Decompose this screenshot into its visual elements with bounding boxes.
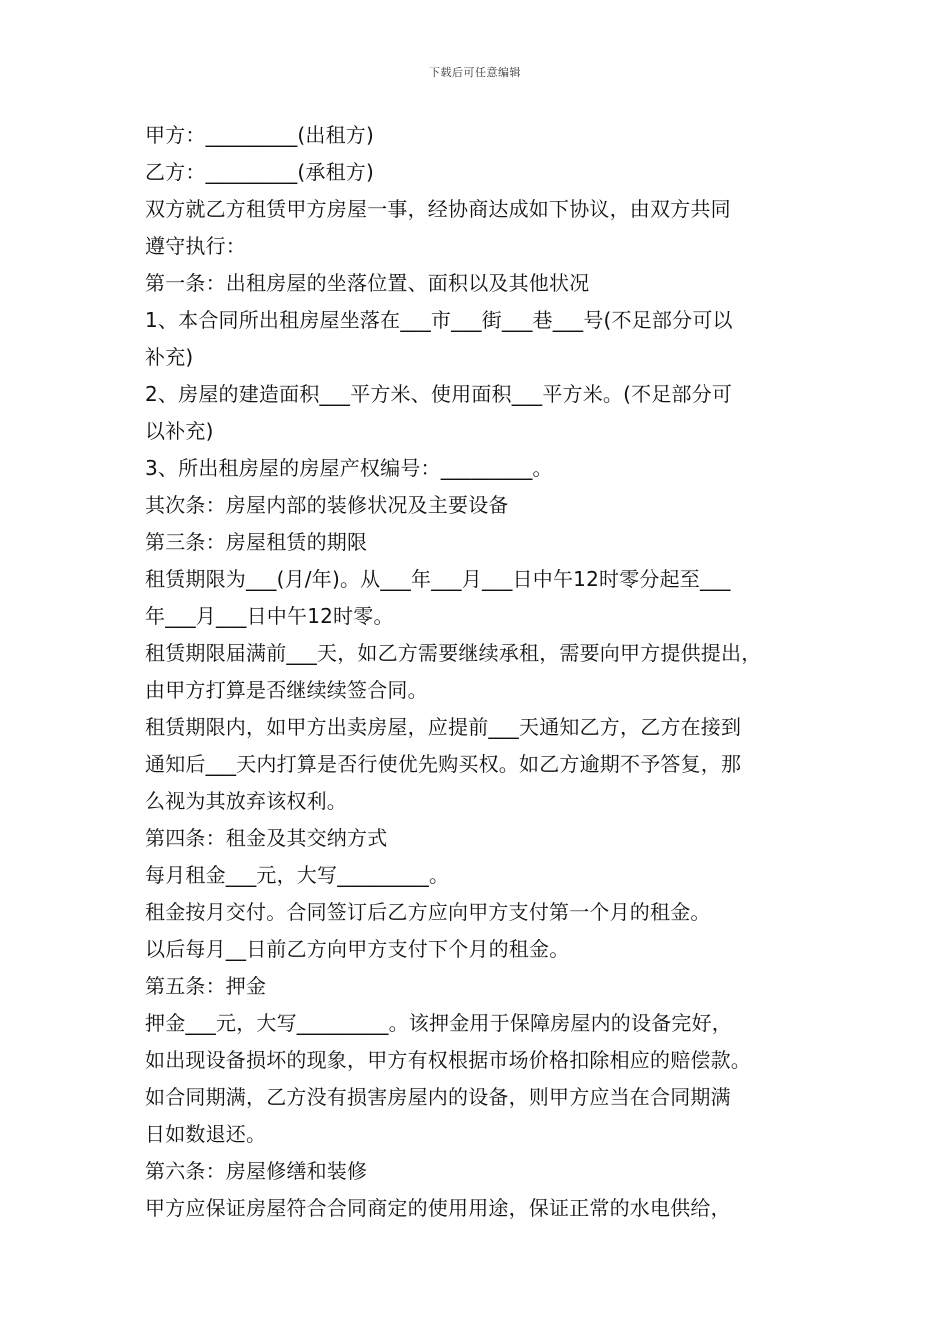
article-3-text: 租赁期限届满前___天，如乙方需要继续承租，需要向甲方提供提出， bbox=[145, 641, 762, 665]
agreement-intro-line: 双方就乙方租赁甲方房屋一事，经协商达成如下协议，由双方共同 bbox=[145, 197, 731, 221]
party-b-line: 乙方：_________(承租方) bbox=[145, 160, 375, 184]
article-5-text: 押金___元，大写_________。该押金用于保障房屋内的设备完好， bbox=[145, 1011, 732, 1035]
article-4-text: 以后每月__日前乙方向甲方支付下个月的租金。 bbox=[145, 937, 570, 961]
article-4-heading: 第四条：租金及其交纳方式 bbox=[145, 826, 388, 850]
article-3-text: 年___月___日中午12时零。 bbox=[145, 604, 394, 628]
article-4-text: 每月租金___元，大写_________。 bbox=[145, 863, 450, 887]
article-6-heading: 第六条：房屋修缮和装修 bbox=[145, 1159, 368, 1183]
article-2-heading: 其次条：房屋内部的装修状况及主要设备 bbox=[145, 493, 509, 517]
article-3-text: 租赁期限为___(月/年)。从___年___月___日中午12时零分起至___ bbox=[145, 567, 731, 591]
article-1-item: 补充) bbox=[145, 345, 194, 369]
article-3-text: 通知后___天内打算是否行使优先购买权。如乙方逾期不予答复，那 bbox=[145, 752, 742, 776]
article-3-heading: 第三条：房屋租赁的期限 bbox=[145, 530, 368, 554]
article-1-item: 以补充) bbox=[145, 419, 214, 443]
article-1-heading: 第一条：出租房屋的坐落位置、面积以及其他状况 bbox=[145, 271, 590, 295]
article-5-text: 如出现设备损坏的现象，甲方有权根据市场价格扣除相应的赔偿款。 bbox=[145, 1048, 751, 1072]
article-1-item: 3、所出租房屋的房屋产权编号：_________。 bbox=[145, 456, 553, 480]
page-header-note: 下载后可任意编辑 bbox=[429, 66, 521, 79]
agreement-intro-line: 遵守执行： bbox=[145, 234, 246, 258]
article-5-text: 日如数退还。 bbox=[145, 1122, 267, 1146]
article-3-text: 租赁期限内，如甲方出卖房屋，应提前___天通知乙方，乙方在接到 bbox=[145, 715, 742, 739]
article-5-text: 如合同期满，乙方没有损害房屋内的设备，则甲方应当在合同期满 bbox=[145, 1085, 731, 1109]
article-3-text: 由甲方打算是否继续续签合同。 bbox=[145, 678, 428, 702]
article-6-text: 甲方应保证房屋符合合同商定的使用用途，保证正常的水电供给， bbox=[145, 1196, 731, 1220]
party-a-line: 甲方：_________(出租方) bbox=[145, 123, 375, 147]
article-5-heading: 第五条：押金 bbox=[145, 974, 267, 998]
article-3-text: 么视为其放弃该权利。 bbox=[145, 789, 347, 813]
article-1-item: 2、房屋的建造面积___平方米、使用面积___平方米。(不足部分可 bbox=[145, 382, 733, 406]
contract-body bbox=[145, 117, 810, 1227]
article-4-text: 租金按月交付。合同签订后乙方应向甲方支付第一个月的租金。 bbox=[145, 900, 711, 924]
article-1-item: 1、本合同所出租房屋坐落在___市___街___巷___号(不足部分可以 bbox=[145, 308, 733, 332]
